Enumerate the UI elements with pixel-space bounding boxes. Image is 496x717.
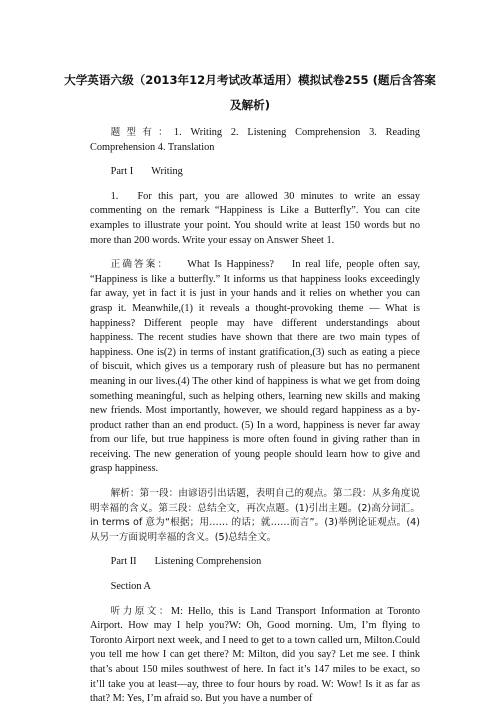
section-a-heading: Section A bbox=[110, 581, 151, 593]
topics-line bbox=[90, 126, 420, 155]
topics-text: 1. Writing 2. Listening Comprehension 3. Reading Comprehension 4. Translation bbox=[90, 127, 420, 153]
part2-heading bbox=[90, 555, 420, 570]
essay-text: In real life, people often say, “Happiness is like a butterfly.” It informs us that happiness looks exceedingly far away, yet in fact it is just in your hands and it relies on whether you can grasp it. Meanwhile,(1) it reveals a thought-provoking theme — What is happiness? Different people may have different understandings about happiness. The recent studies have shown that there are two main types of happiness. One is(2) in terms of instant gratification,(3) such as eating a piece of biscuit, which gives us a temporary rush of pleasure but has no permanent meaning in our lives.(4) The other kind of happiness is what we get from doing something meaningful, such as helping others, learning new skills and making new friends. Most importantly, however, we should regard happiness as a by-product rather than an end product. (5) In a word, happiness is never far away from our life, but true happiness is more often found in giving rather than in receiving. The new generation of young people should learn how to give and grasp happiness. bbox=[90, 259, 421, 475]
analysis-label: 解析： bbox=[110, 488, 140, 500]
topics-label: 题型有： bbox=[110, 127, 174, 138]
transcript-label: 听力原文： bbox=[110, 605, 171, 617]
essay-title: What Is Happiness? bbox=[187, 259, 274, 271]
part1-label: Part I bbox=[110, 166, 134, 178]
analysis-paragraph bbox=[90, 487, 420, 545]
part2-label: Part II bbox=[110, 556, 137, 568]
question-text: For this part, you are allowed 30 minutes to write an essay commenting on the remark “Happiness is Like a Butterfly”. You can cite examples to illustrate your point. You should write at least 150 words but no more than 200 words. Write your essay on Answer Sheet 1. bbox=[90, 190, 420, 246]
part2-name: Listening Comprehension bbox=[154, 556, 262, 568]
answer-paragraph bbox=[90, 258, 420, 477]
question-number: 1. bbox=[110, 190, 119, 202]
answer-label: 正确答案： bbox=[110, 259, 170, 271]
part1-heading bbox=[90, 165, 420, 180]
document-title: 大学英语六级（2013年12月考试改革适用）模拟试卷255 (题后含答案及解析) bbox=[64, 73, 436, 112]
question-1 bbox=[90, 190, 420, 248]
document-body bbox=[90, 126, 420, 717]
analysis-text: 第一段：由谚语引出话题，表明自己的观点。第二段：从多角度说明幸福的含义。第三段：总结全文，再次点题。(1)引出主题。(2)高分词汇。in terms of 意为“根据；用…… 的话；就……而言”。(3)举例论证观点。(4)从另一方面说明幸福的含义。(5)总结全文。 bbox=[90, 488, 421, 543]
transcript-paragraph bbox=[90, 605, 420, 707]
part1-name: Writing bbox=[151, 166, 183, 178]
transcript-text: M: Hello, this is Land Transport Information at Toronto Airport. How may I help you?W: Oh, Good morning. Um, I’m flying to Toronto Airport next week, and I need to get to a town called urn, Milton.Could you tell me how I can get there? M: Milton, did you say? Let me see. I think that’s about 150 miles southwest of here. In fact it’s 147 miles to be exact, so it’ll take you at least—ay, three to four hours by road. W: Wow! Is it as far as that? M: Yes, I’m afraid so. But you have a number of bbox=[90, 605, 421, 705]
